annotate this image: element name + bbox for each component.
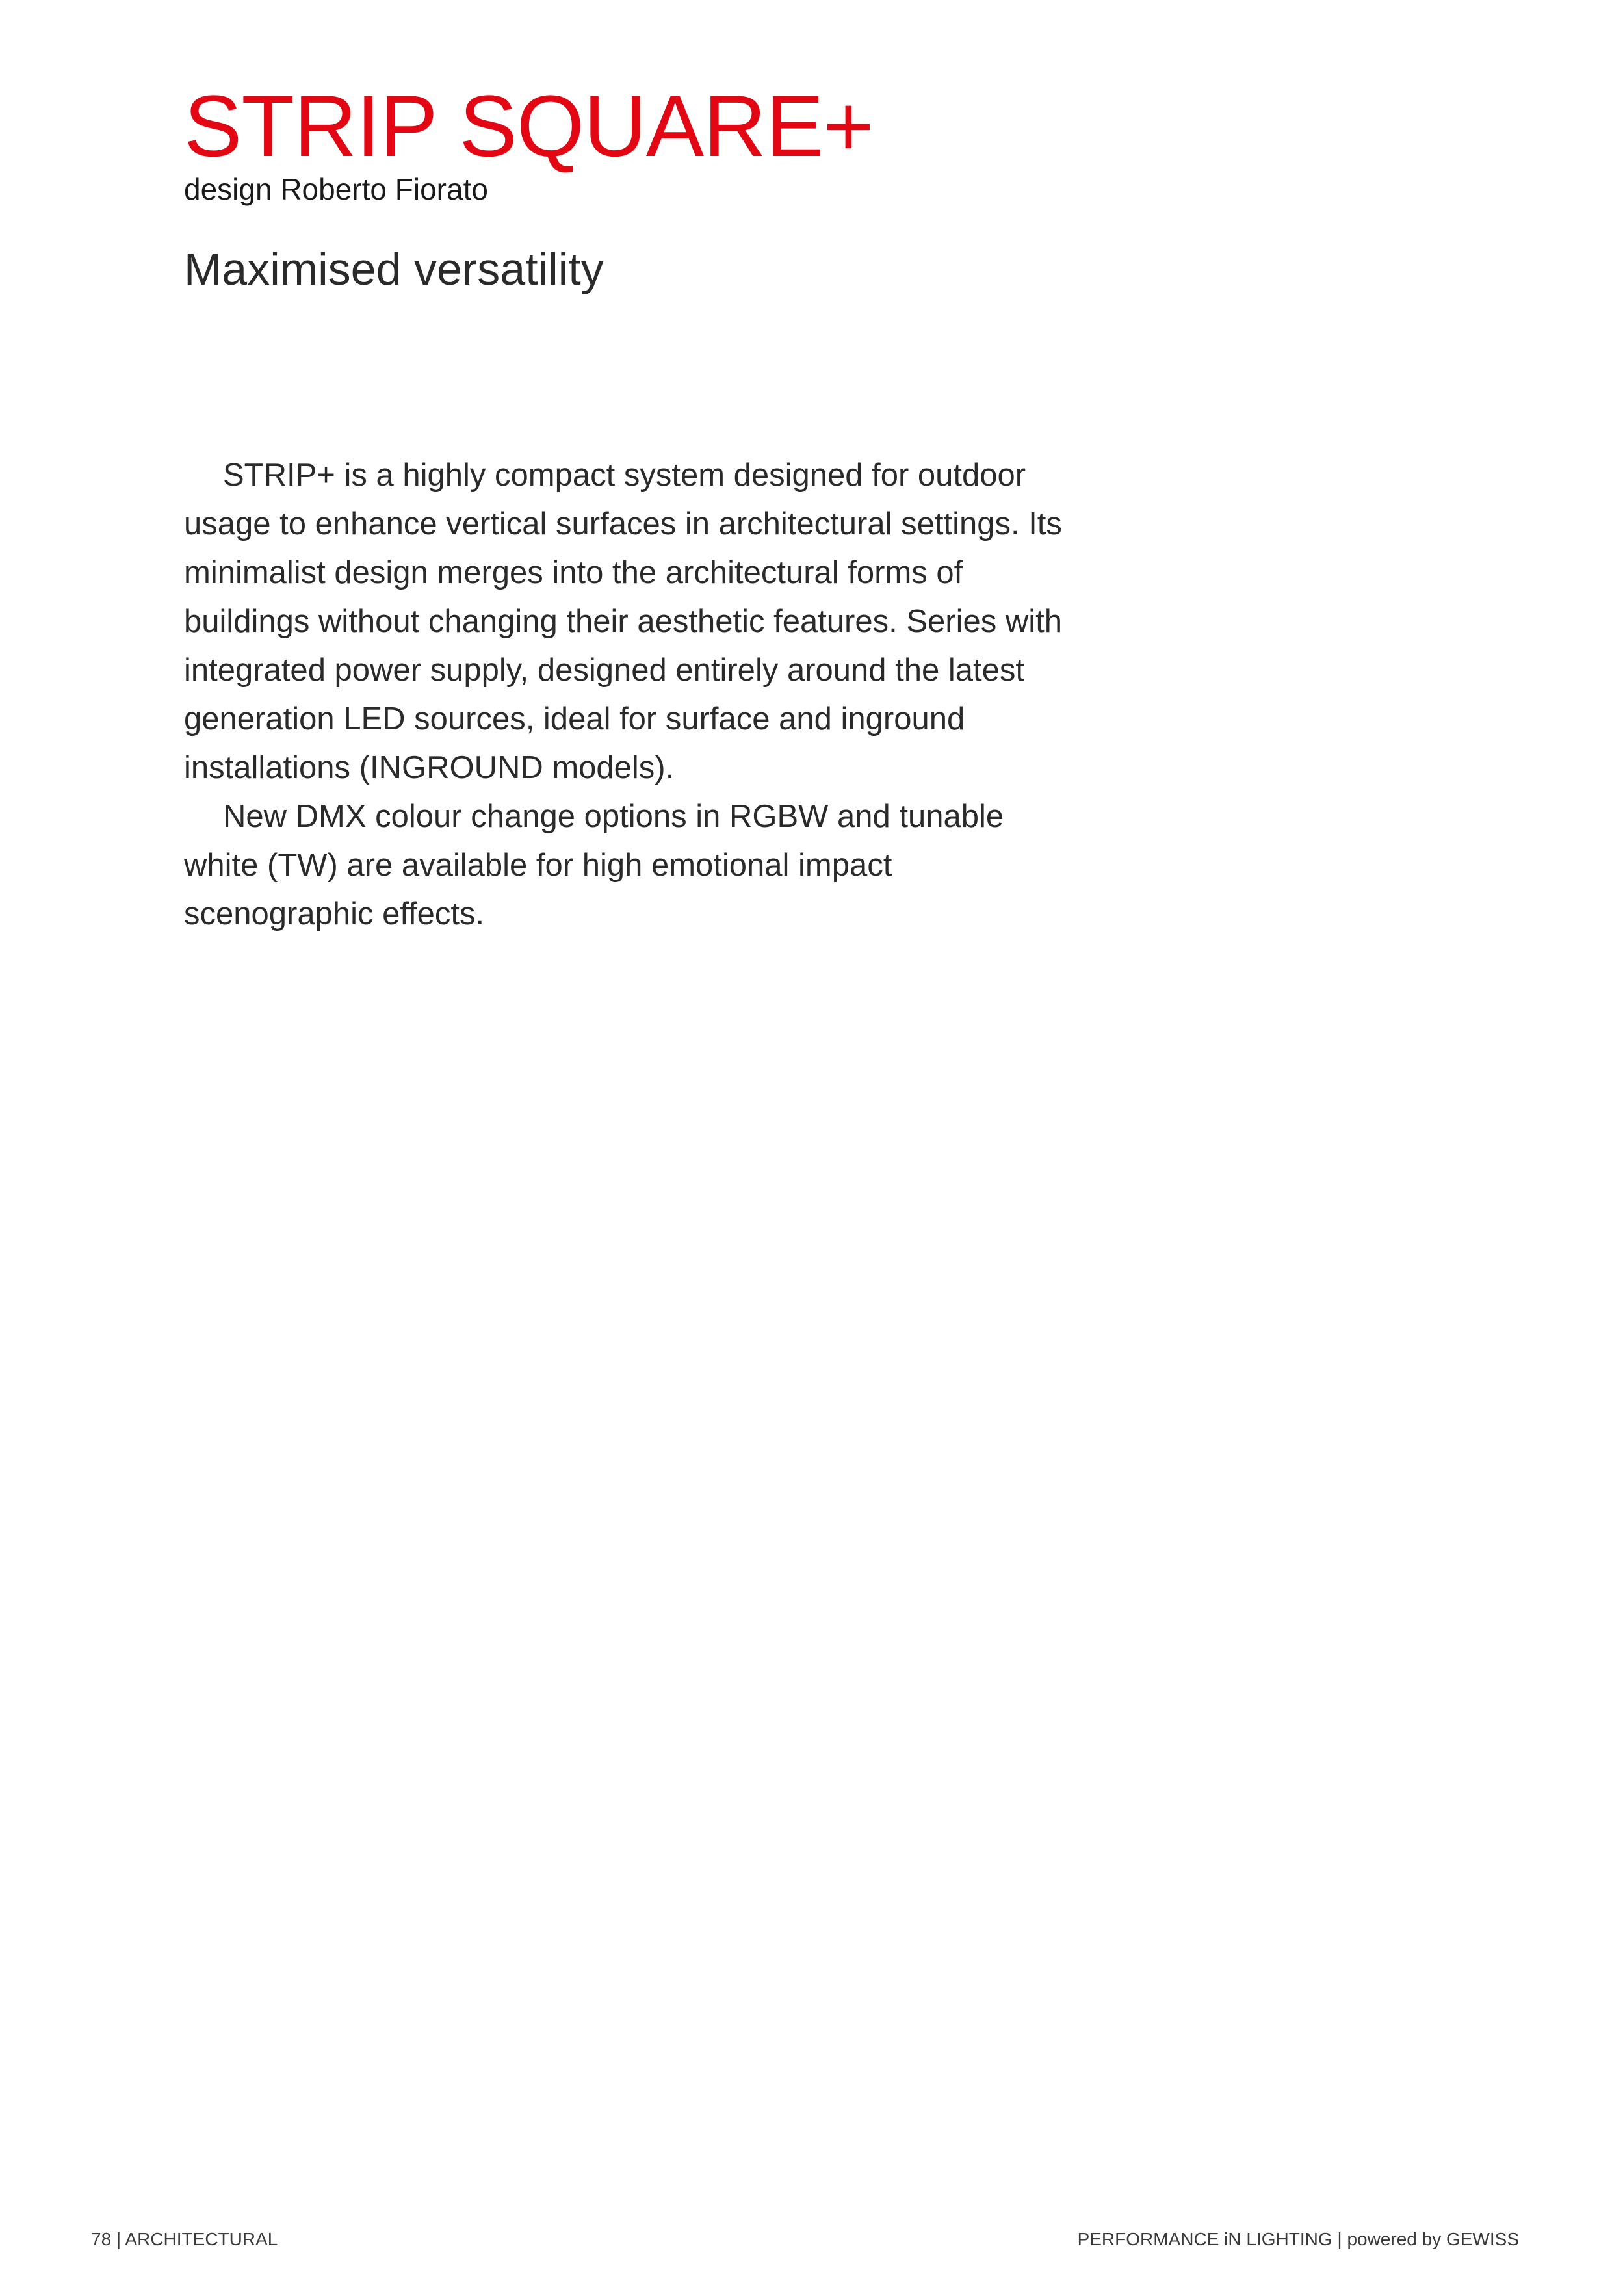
footer-brand: PERFORMANCE iN LIGHTING | powered by GEWISS (1077, 2229, 1519, 2249)
description-paragraph: STRIP+ is a highly compact system designed for outdoor usage to enhance vertical surfaces in architectural settings. Its minimalist design merges into the architectural forms of buildings without changing their aesthetic features. Series with integrated power supply, designed entirely around the latest generation LED sources, ideal for surface and inground installations (INGROUND models). (184, 458, 1062, 785)
description-paragraph: New DMX colour change options in RGBW and tunable white (TW) are available for high emotional impact scenographic effects. (184, 799, 1004, 932)
page-header (184, 78, 1224, 207)
section-subtitle: Maximised versatility (184, 244, 604, 294)
designer-credit: design Roberto Fiorato (184, 172, 488, 206)
product-title: STRIP SQUARE+ (184, 78, 874, 175)
footer-page-section: 78 | ARCHITECTURAL (91, 2229, 278, 2249)
product-description (184, 451, 1068, 939)
